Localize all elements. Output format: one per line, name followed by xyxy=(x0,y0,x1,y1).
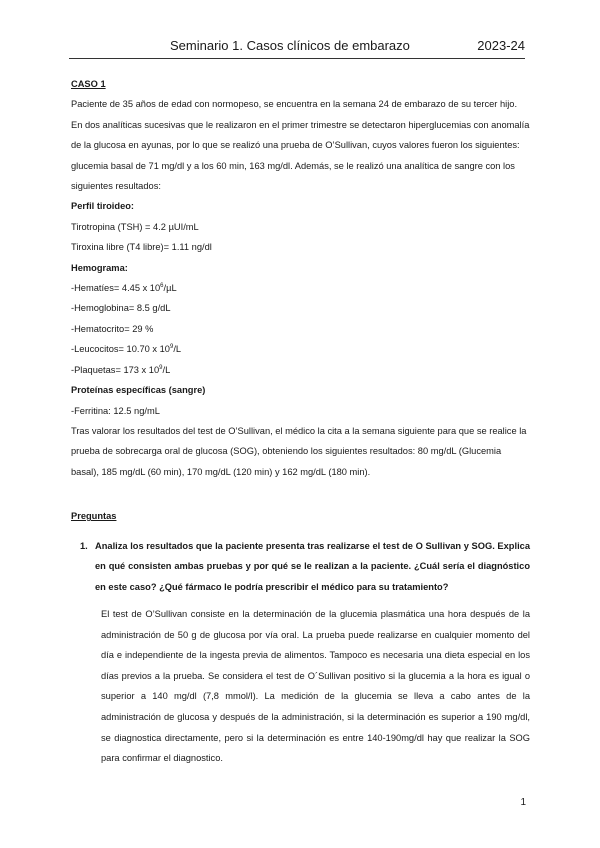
case-followup: Tras valorar los resultados del test de O’Sullivan, el médico la cita a la semana siguiente para que se realice la prueba de sobrecarga oral de glucosa (SOG), obteniendo los siguientes resultados: 80 mg/dL (Glucemia basal), 185 mg/dL (60 min), 170 mg/dL (120 min) y 162 mg/dL (180 min). xyxy=(71,425,527,477)
page-number: 1 xyxy=(520,797,526,808)
question-number: 1. xyxy=(80,541,88,551)
question-text: Analiza los resultados que la paciente presenta tras realizarse el test de O Sullivan y SOG. Explica en qué consisten ambas pruebas y por qué se le realizan a la paciente. ¿Cuál sería el diagnóstico en este caso? ¿Qué fármaco le podría prescribir el médico para su tratamiento? xyxy=(95,541,530,592)
proteins-label: Proteínas específicas (sangre) xyxy=(71,385,206,396)
tsh-value: Tirotropina (TSH) = 4.2 µUI/mL xyxy=(71,221,199,232)
t4-value: Tiroxina libre (T4 libre)= 1.11 ng/dl xyxy=(71,242,212,253)
hematocrito-value: -Hematocrito= 29 % xyxy=(71,323,154,334)
case-intro: Paciente de 35 años de edad con normopeso, se encuentra en la semana 24 de embarazo de su tercer hijo. En dos analíticas sucesivas que le realizaron en el primer trimestre se detectaron hiperglucemias con anomalía de la glucosa en ayunas, por lo que se realizó una prueba de O’Sullivan, cuyos valores fueron los siguientes: glucemia basal de 71 mg/dl y a los 60 min, 163 mg/dl. Además, se le realizó una analítica de sangre con los siguientes resultados: xyxy=(71,99,530,192)
case-content xyxy=(71,74,530,527)
hemoglobina-value: -Hemoglobina= 8.5 g/dL xyxy=(71,303,171,314)
document-title: Seminario 1. Casos clínicos de embarazo xyxy=(170,38,410,53)
ferritina-value: -Ferritina: 12.5 ng/mL xyxy=(71,405,160,416)
thyroid-label: Perfil tiroideo: xyxy=(71,201,135,212)
case-title: CASO 1 xyxy=(71,79,106,89)
hemogram-label: Hemograma: xyxy=(71,262,128,273)
hematies-value: -Hematíes= 4.45 x $10^6/\mu L$ xyxy=(71,282,177,294)
answer-1: El test de O’Sullivan consiste en la determinación de la glucemia plasmática una hora después de la administración de 50 g de glucosa por vía oral. La prueba puede realizarse en cualquier momento del día e independiente de la ingesta previa de alimentos. Tampoco es necesaria una dieta especial en los días previos a la prueba. Se considera el test de O´Sullivan positivo si la glucemia a la hora es igual o superior a 140 mg/dl (7,8 mmol/l). La medición de la glucemia se lleva a cabo antes de la administración de glucosa y después de la administración, si la determinación es superior a 190 mg/dl, se diagnostica directamente, pero si la determinación es entre 140-190mg/dl hay que realizar la SOG para confirmar el diagnostico. xyxy=(101,609,530,764)
academic-year: 2023-24 xyxy=(477,38,525,53)
plaquetas-value: -Plaquetas= 173 x $10^9/L$ xyxy=(71,364,171,375)
leucocitos-value: -Leucocitos= 10.70 x $10^9/L$ xyxy=(71,344,182,355)
page-header xyxy=(69,36,525,59)
questions-title: Preguntas xyxy=(71,511,117,522)
question-1 xyxy=(80,536,530,597)
